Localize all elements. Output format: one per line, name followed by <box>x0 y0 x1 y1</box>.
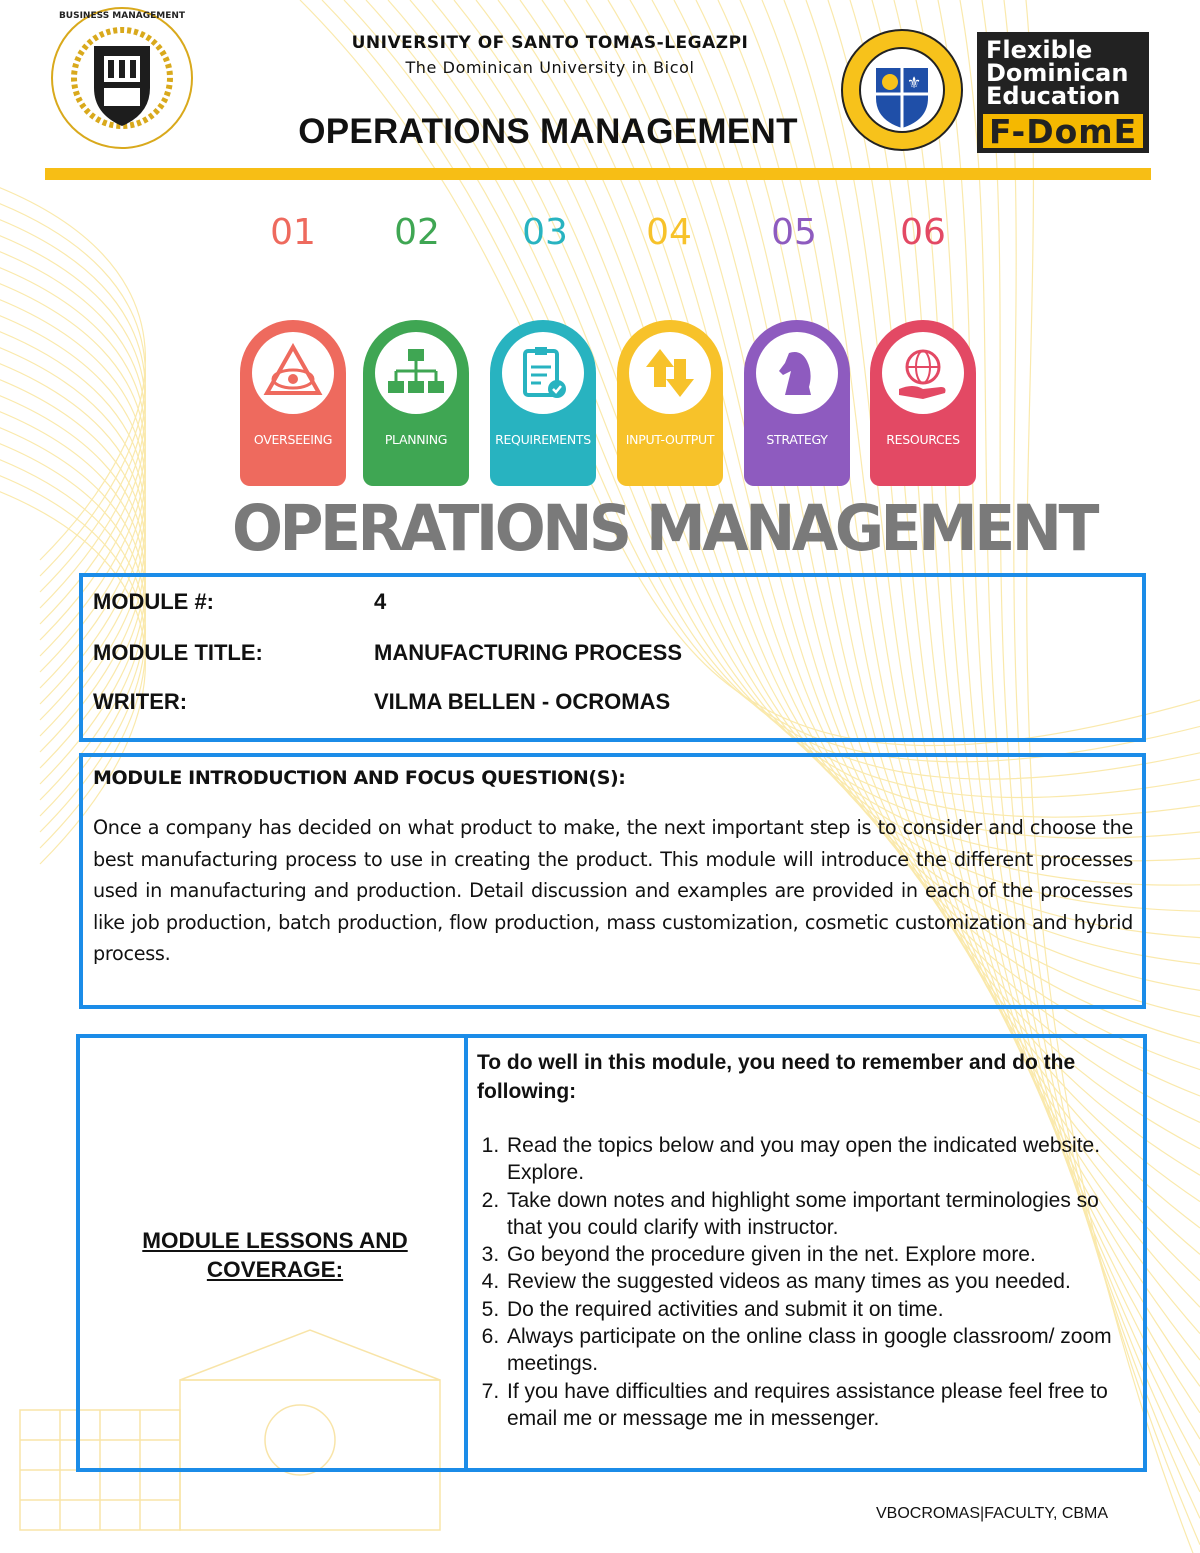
list-item: 7. If you have difficulties and requires assistance please feel free to email me or message me in messenger. <box>505 1378 1117 1433</box>
module-lessons-box <box>76 1034 1147 1472</box>
writer-value: VILMA BELLEN - OCROMAS <box>374 689 671 714</box>
fdome-line1: Flexible <box>986 36 1093 64</box>
introduction-body: Once a company has decided on what product to make, the next important step is to consider and choose the best manufacturing process to use in creating the product. This module will introduce the different processes used in manufacturing and production. Detail discussion and examples are provided in each of the processes like job production, batch production, flow production, mass customization, cosmetic customization and hybrid process. <box>93 816 1133 965</box>
pillar-number-4: 04 <box>646 212 692 253</box>
pillar-label-resources: RESOURCES <box>886 432 960 447</box>
instruction-list <box>477 1132 1117 1432</box>
lessons-instructions <box>477 1048 1117 1432</box>
university-name: UNIVERSITY OF SANTO TOMAS-LEGAZPI <box>351 33 749 53</box>
pillar-label-requirements: REQUIREMENTS <box>495 432 591 447</box>
lessons-intro: To do well in this module, you need to remember and do the following: <box>477 1051 1076 1103</box>
list-item: 3. Go beyond the procedure given in the net. Explore more. <box>505 1241 1117 1268</box>
pillar-requirements <box>490 320 596 486</box>
university-seal-logo <box>840 28 964 152</box>
pillar-input-output <box>617 320 723 486</box>
pillar-label-overseeing: OVERSEEING <box>253 432 333 447</box>
footer-credit: VBOCROMAS|FACULTY, CBMA <box>876 1505 1109 1522</box>
fdome-line3: Education <box>986 82 1121 110</box>
pillar-planning <box>363 320 469 486</box>
pillar-overseeing <box>240 320 346 486</box>
pillar-number-3: 03 <box>522 212 568 253</box>
module-introduction-box <box>79 753 1146 1009</box>
pillar-label-strategy: STRATEGY <box>766 432 828 447</box>
pillar-number-2: 02 <box>394 212 440 253</box>
eye-triangle-icon <box>263 343 323 403</box>
pillar-resources <box>870 320 976 486</box>
university-subtitle: The Dominican University in Bicol <box>405 58 695 77</box>
module-number-value: 4 <box>374 589 387 614</box>
lessons-coverage-label: MODULE LESSONS AND COVERAGE: <box>142 1228 408 1282</box>
fdome-logo <box>977 32 1149 153</box>
college-seal-logo <box>48 2 196 152</box>
list-item: 5. Do the required activities and submit it on time. <box>505 1296 1117 1323</box>
module-info-box <box>79 573 1146 742</box>
svg-text:⚜: ⚜ <box>906 75 922 92</box>
list-item: 4. Review the suggested videos as many times as you needed. <box>505 1268 1117 1295</box>
pillar-number-1: 01 <box>270 212 316 253</box>
fdome-line2: Dominican <box>986 59 1129 87</box>
chess-knight-icon <box>767 343 827 403</box>
introduction-heading: MODULE INTRODUCTION AND FOCUS QUESTION(S): <box>93 767 626 789</box>
list-item: 6. Always participate on the online class in google classroom/ zoom meetings. <box>505 1323 1117 1378</box>
module-number-label: MODULE #: <box>93 589 214 614</box>
list-item: 2. Take down notes and highlight some important terminologies so that you could clarify with instructor. <box>505 1187 1117 1242</box>
column-divider <box>464 1038 468 1468</box>
pillar-number-6: 06 <box>900 212 946 253</box>
pillar-label-input-output: INPUT-OUTPUT <box>625 432 715 447</box>
pillar-strategy <box>744 320 850 486</box>
header-divider <box>45 168 1151 180</box>
svg-text:BUSINESS MANAGEMENT: BUSINESS MANAGEMENT <box>58 11 186 21</box>
module-title-label: MODULE TITLE: <box>93 640 263 665</box>
globe-hand-icon <box>893 343 953 403</box>
fdome-acronym: F-DomE <box>989 112 1138 151</box>
list-item: 1. Read the topics below and you may open the indicated website. Explore. <box>505 1132 1117 1187</box>
org-chart-icon <box>386 343 446 403</box>
course-title: OPERATIONS MANAGEMENT <box>298 112 798 151</box>
writer-label: WRITER: <box>93 689 188 714</box>
module-title-value: MANUFACTURING PROCESS <box>374 640 683 665</box>
pillar-label-planning: PLANNING <box>384 432 448 447</box>
banner-title: OPERATIONS MANAGEMENT <box>232 492 1096 566</box>
pillar-number-5: 05 <box>771 212 817 253</box>
up-down-arrows-icon <box>640 343 700 403</box>
clipboard-check-icon <box>513 343 573 403</box>
